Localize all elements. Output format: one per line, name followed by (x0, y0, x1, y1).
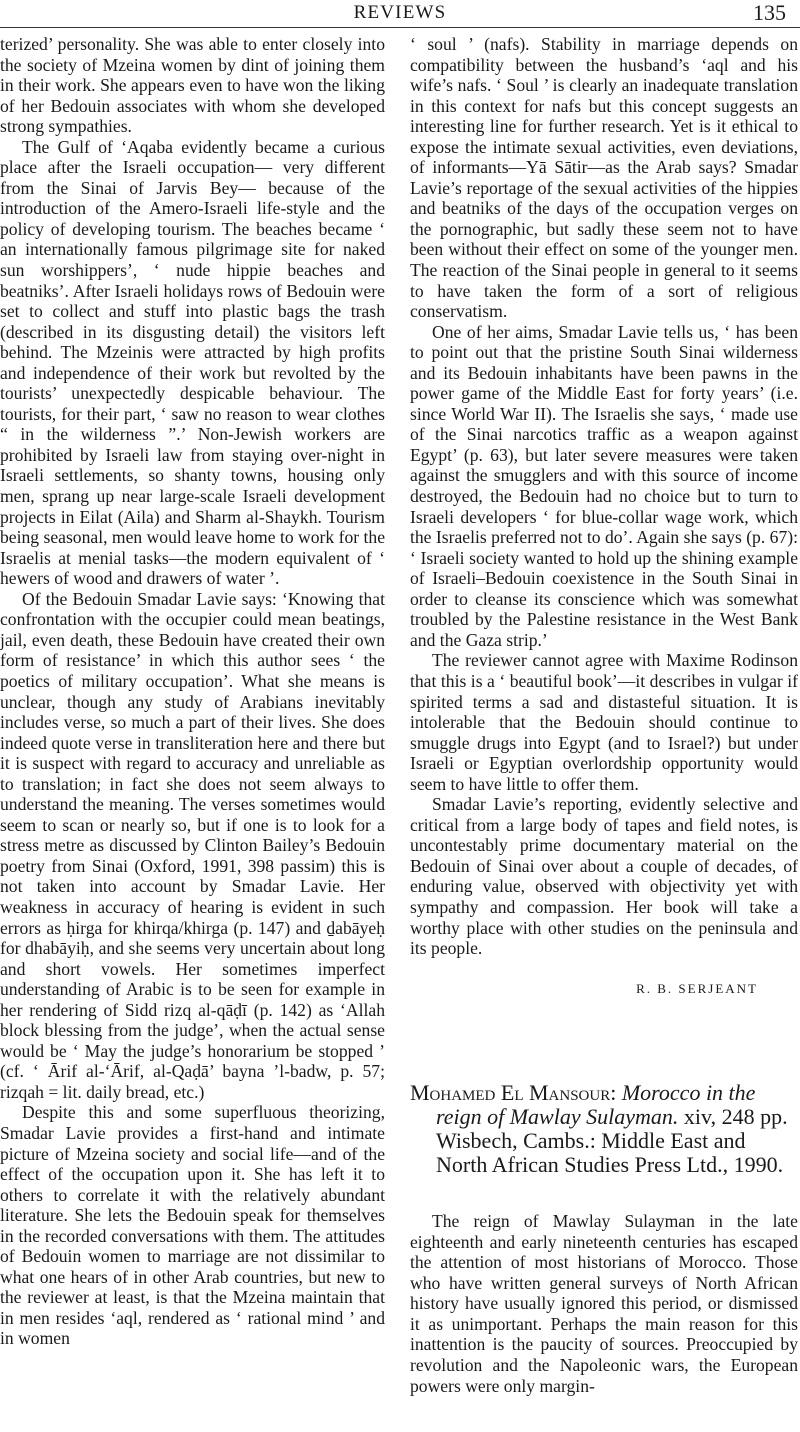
paragraph: Despite this and some superfluous theorizing, Smadar Lavie provides a first-hand and intimate picture of Mzeina society and social life—and of the effect of the occupation upon it. She has left it to others to correlate it with the relatively abundant literature. She lets the Bedouin speak for themselves in the recorded conversations with them. The attitudes of Bedouin women to marriage are not dissimilar to what one hears of in other Arab countries, but new to the reviewer at least, is that the Mzeina maintain that in men resides ‘aql, rendered as ‘ rational mind ’ and in women (0, 1102, 385, 1349)
paragraph: The reign of Mawlay Sulayman in the late eighteenth and early nineteenth centuries has escaped the attention of most historians of Morocco. Those who have written general surveys of North African history have usually ignored this period, or dismissed it as unimportant. Perhaps the main reason for this inattention is the paucity of sources. Preoccupied by revolution and the Napoleonic wars, the European powers were only margin- (410, 1211, 798, 1396)
book-author: Mohamed El Mansour: (410, 1080, 617, 1106)
paragraph: The reviewer cannot agree with Maxime Rodinson that this is a ‘ beautiful book’—it describes in vulgar if spirited terms a sad and distasteful situation. It is intolerable that the Bedouin should continue to smuggle drugs into Egypt (and to Israel?) but under Israeli or Egyptian overlordship opportunity would seem to have little to offer them. (410, 650, 798, 794)
book-details: xiv, 248 pp. Wisbech, Cambs.: Middle East and North African Studies Press Ltd., 1990. (436, 1104, 788, 1178)
paragraph: terized’ personality. She was able to enter closely into the society of Mzeina women by dint of joining them in their work. She appears even to have won the liking of her Bedouin associates with whom she developed strong sympathies. (0, 34, 385, 137)
page-number: 135 (753, 0, 786, 25)
paragraph: One of her aims, Smadar Lavie tells us, ‘ has been to point out that the pristine South Sinai wilderness and its Bedouin inhabitants have been pawns in the power game of the Middle East for forty years’ (i.e. since World War II). The Israelis she says, ‘ made use of the Sinai narcotics traffic as a weapon against Egypt’ (p. 63), but later severe measures were taken against the smugglers and with this source of income destroyed, the Bedouin had no choice but to turn to Israeli developers ‘ for blue-collar wage work, which the Israelis preferred not to do’. Again she says (p. 67): ‘ Israeli society wanted to hold up the shining example of Israeli–Bedouin coexistence in the South Sinai in order to cleanse its conscience which was somewhat troubled by the Palestine resistance in the West Bank and the Gaza strip.’ (410, 321, 798, 650)
right-column (410, 34, 798, 1396)
review-body (410, 1211, 798, 1396)
left-column (0, 34, 385, 1349)
paragraph: Smadar Lavie’s reporting, evidently selective and critical from a large body of tapes and field notes, is uncontestably prime documentary material on the Bedouin of Sinai over about a couple of decades, of enduring value, observed with objectivity yet with sympathy and compassion. Her book will take a worthy place with other studies on the peninsula and its people. (410, 794, 798, 959)
running-head: REVIEWS (353, 2, 447, 23)
header-rule (0, 27, 800, 28)
paragraph: ‘ soul ’ (nafs). Stability in marriage depends on compatibility between the husband’s ‘aql and his wife’s nafs. ‘ Soul ’ is clearly an inadequate translation in this context for nafs but this concept suggests an interesting line for further research. Yet is it ethical to expose the intimate sexual activities, even deviations, of informants—Yā Sātir—as the Arab says? Smadar Lavie’s reportage of the sexual activities of the hippies and beatniks of the days of the occupation verges on the pornographic, but sadly these seem not to have been without their effect on some of the younger men. The reaction of the Sinai people in general to it seems to have taken the form of a sort of religious conservatism. (410, 34, 798, 322)
reviewer-signature: R. B. SERJEANT (636, 980, 758, 996)
paragraph: The Gulf of ‘Aqaba evidently became a curious place after the Israeli occupation— very different from the Sinai of Jarvis Bey— because of the introduction of the Amero-Israeli life-style and the policy of developing tourism. The beaches became ‘ an internationally famous pilgrimage site for naked sun worshippers’, ‘ nude hippie beaches and beatniks’. After Israeli holidays rows of Bedouin were set to collect and stuff into plastic bags the trash (described in its disgusting detail) the visitors left behind. The Mzeinis were attracted by high profits and independence of their work but revolted by the tourists’ unexpectedly despicable behaviour. The tourists, for their part, ‘ saw no reason to wear clothes “ in the wilderness ”.’ Non-Jewish workers are prohibited by Israeli law from staying over-night in Israeli settlements, so shanty towns, housing only men, sprang up near large-scale Israeli development projects in Eilat (Aila) and Sharm al-Shaykh. Tourism being seasonal, men would leave home to work for the Israelis at menial tasks—the modern equivalent of ‘ hewers of wood and drawers of water ’. (0, 136, 386, 589)
book-title: Morocco in the reign of Mawlay Sulayman. (436, 1080, 756, 1130)
paragraph: Of the Bedouin Smadar Lavie says: ‘Knowing that confrontation with the occupier could mean beatings, jail, even death, these Bedouin have created their own form of resistance’ in which this author sees ‘ the poetics of military occupation’. What she means is unclear, though any study of Arabians inevitably includes verse, so much a part of their lives. She does indeed quote verse in transliteration here and there but it is suspect with regard to accuracy and unreliable as to translation; in fact she does not seem always to understand the meaning. The verses sometimes would seem to scan or nearly so, but if one is to look for a stress metre as discussed by Clinton Bailey’s Bedouin poetry from Sinai (Oxford, 1991, 398 passim) this is not taken into account by Smadar Lavie. Her weakness in accuracy of hearing is evident in such errors as ḥirga for khirqa/khirga (p. 147) and ḏabāyeḥ for dhabāyiḥ, and she seems very uncertain about long and short vowels. Her sometimes imperfect understanding of Arabic is to be seen for example in her rendering of Sidd rizq al-qāḍī (p. 142) as ‘Allah block blessing from the judge’, when the actual sense would be ‘ May the judge’s honorarium be stopped ’ (cf. ‘ Ārif al-‘Ārif, al-Qaḍā’ bayna ’l-badw, p. 57; rizqah = lit. daily bread, etc.) (0, 588, 385, 1102)
review-heading (410, 1081, 798, 1177)
page-header (0, 0, 800, 30)
